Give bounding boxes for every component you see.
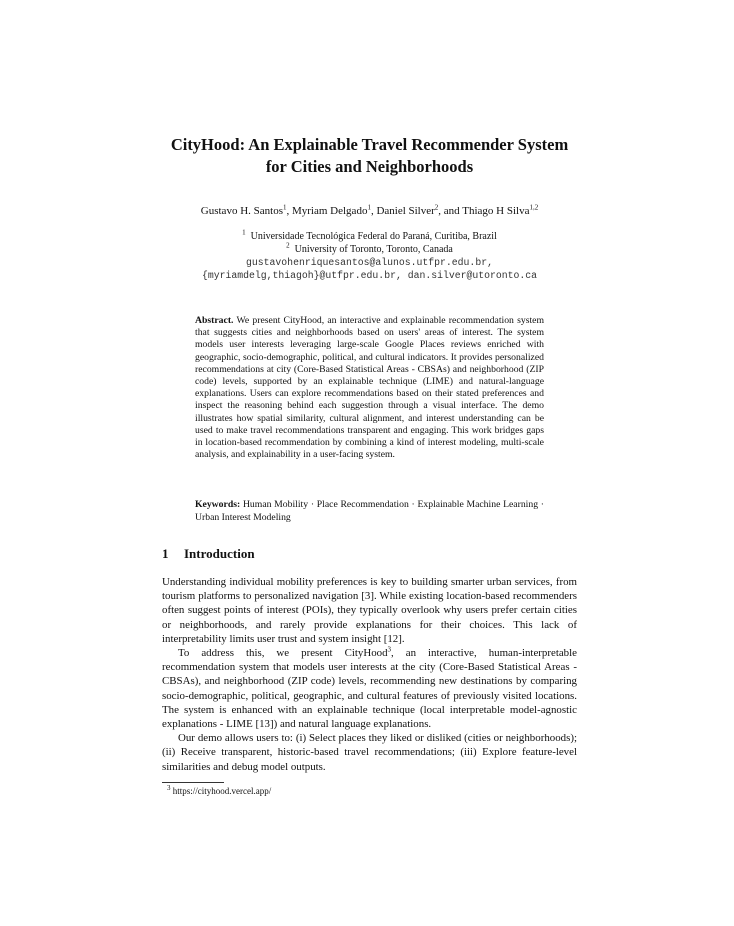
author-name: Gustavo H. Santos xyxy=(200,205,283,217)
introduction-body xyxy=(162,575,577,774)
intro-paragraph-2 xyxy=(162,646,577,731)
intro-paragraph-1: Understanding individual mobility preferences is key to building smarter urban services, from tourism platforms to personalized navigation [3]. While existing location-based recommenders often suggest points of interest (POIs), they typically overlook why users prefer certain cities or neighborhoods, and rarely provide explanations for their choices. This lack of interpretability limits user trust and system insight [12]. xyxy=(162,576,577,645)
affiliation-line xyxy=(162,230,577,243)
footnote-number: 3 xyxy=(167,784,171,792)
affiliations xyxy=(162,230,577,282)
author-name: Daniel Silver xyxy=(376,205,435,217)
affiliation-mark: 2 xyxy=(286,241,290,250)
footnote xyxy=(167,786,271,797)
author-separator: , and xyxy=(438,205,463,217)
author-affil-mark: 2 xyxy=(434,203,439,212)
affiliation-text: University of Toronto, Toronto, Canada xyxy=(294,244,453,255)
abstract-label: Abstract. xyxy=(195,315,234,326)
section-number: 1 xyxy=(162,546,169,561)
author-name: Myriam Delgado xyxy=(291,205,368,217)
affiliation-line xyxy=(162,243,577,256)
author-list xyxy=(162,204,577,218)
author-affil-mark: 1 xyxy=(367,203,371,212)
paper-title xyxy=(162,134,577,178)
keywords-label: Keywords: xyxy=(195,499,241,510)
footnote-rule xyxy=(162,782,224,783)
keywords-text: Human Mobility · Place Recommendation · Explainable Machine Learning · Urban Interest Modeling xyxy=(195,499,545,523)
author-affil-mark: 1 xyxy=(282,203,287,212)
author-name: Thiago H Silva xyxy=(462,205,530,217)
title-line-2: for Cities and Neighborhoods xyxy=(265,157,474,176)
title-line-1: CityHood: An Explainable Travel Recommender System xyxy=(170,135,569,154)
author-affil-mark: 1,2 xyxy=(529,203,539,212)
intro-p2-start: To address this, we present CityHood xyxy=(178,647,388,660)
abstract-text: We present CityHood, an interactive and explainable recommendation system that suggests cities and neighborhoods based on users' areas of interest. The system models user interests leveraging large-scale Google Places reviews enriched with geographic, socio-demographic, political, and cultural indicators. It provides personalized recommendations at city (Core-Based Statistical Areas - CBSAs) and neighborhood (ZIP code) levels, supported by an explainable technique (LIME) and natural-language explanations. Users can explore recommendations based on their stated preferences and inspect the reasoning behind each suggestion through a visual interface. The demo illustrates how spatial similarity, cultural alignment, and interest understanding can be used to make travel recommendations transparent and engaging. This work bridges gaps in location-based recommendation by combining a kind of interest modeling, multi-scale analysis, and explainability in a user-facing system. xyxy=(195,315,545,461)
footnote-link[interactable]: https://cityhood.vercel.app/ xyxy=(172,786,272,796)
affiliation-text: Universidade Tecnológica Federal do Paraná, Curitiba, Brazil xyxy=(250,231,497,242)
intro-paragraph-3: Our demo allows users to: (i) Select places they liked or disliked (cities or neighborhoods); (ii) Receive transparent, historic-based travel recommendations; (iii) Explore feature-level similarities and debug model outputs. xyxy=(162,732,577,773)
keywords xyxy=(195,498,544,524)
author-separator: , xyxy=(370,205,377,217)
footnote-mark: 3 xyxy=(387,645,392,654)
abstract xyxy=(195,315,544,461)
author-separator: , xyxy=(286,205,292,217)
section-title: Introduction xyxy=(184,546,255,561)
affiliation-mark: 1 xyxy=(242,228,246,237)
email-line-2: {myriamdelg,thiagoh}@utfpr.edu.br, dan.silver@utoronto.ca xyxy=(201,270,538,281)
intro-p2-rest: , an interactive, human-interpretable recommendation system that models user interests at the city (Core-Based Statistical Areas - CBSAs), and neighborhood (ZIP code) levels, recommending new destinations by comparing socio-demographic, political, geographic, and cultural features of previously visited locations. The system is enhanced with an explainable technique (local interpretable model-agnostic explanations - LIME [13]) and natural language explanations. xyxy=(162,647,577,731)
email-line-1: gustavohenriquesantos@alunos.utfpr.edu.br, xyxy=(246,257,493,268)
section-heading xyxy=(162,546,255,562)
